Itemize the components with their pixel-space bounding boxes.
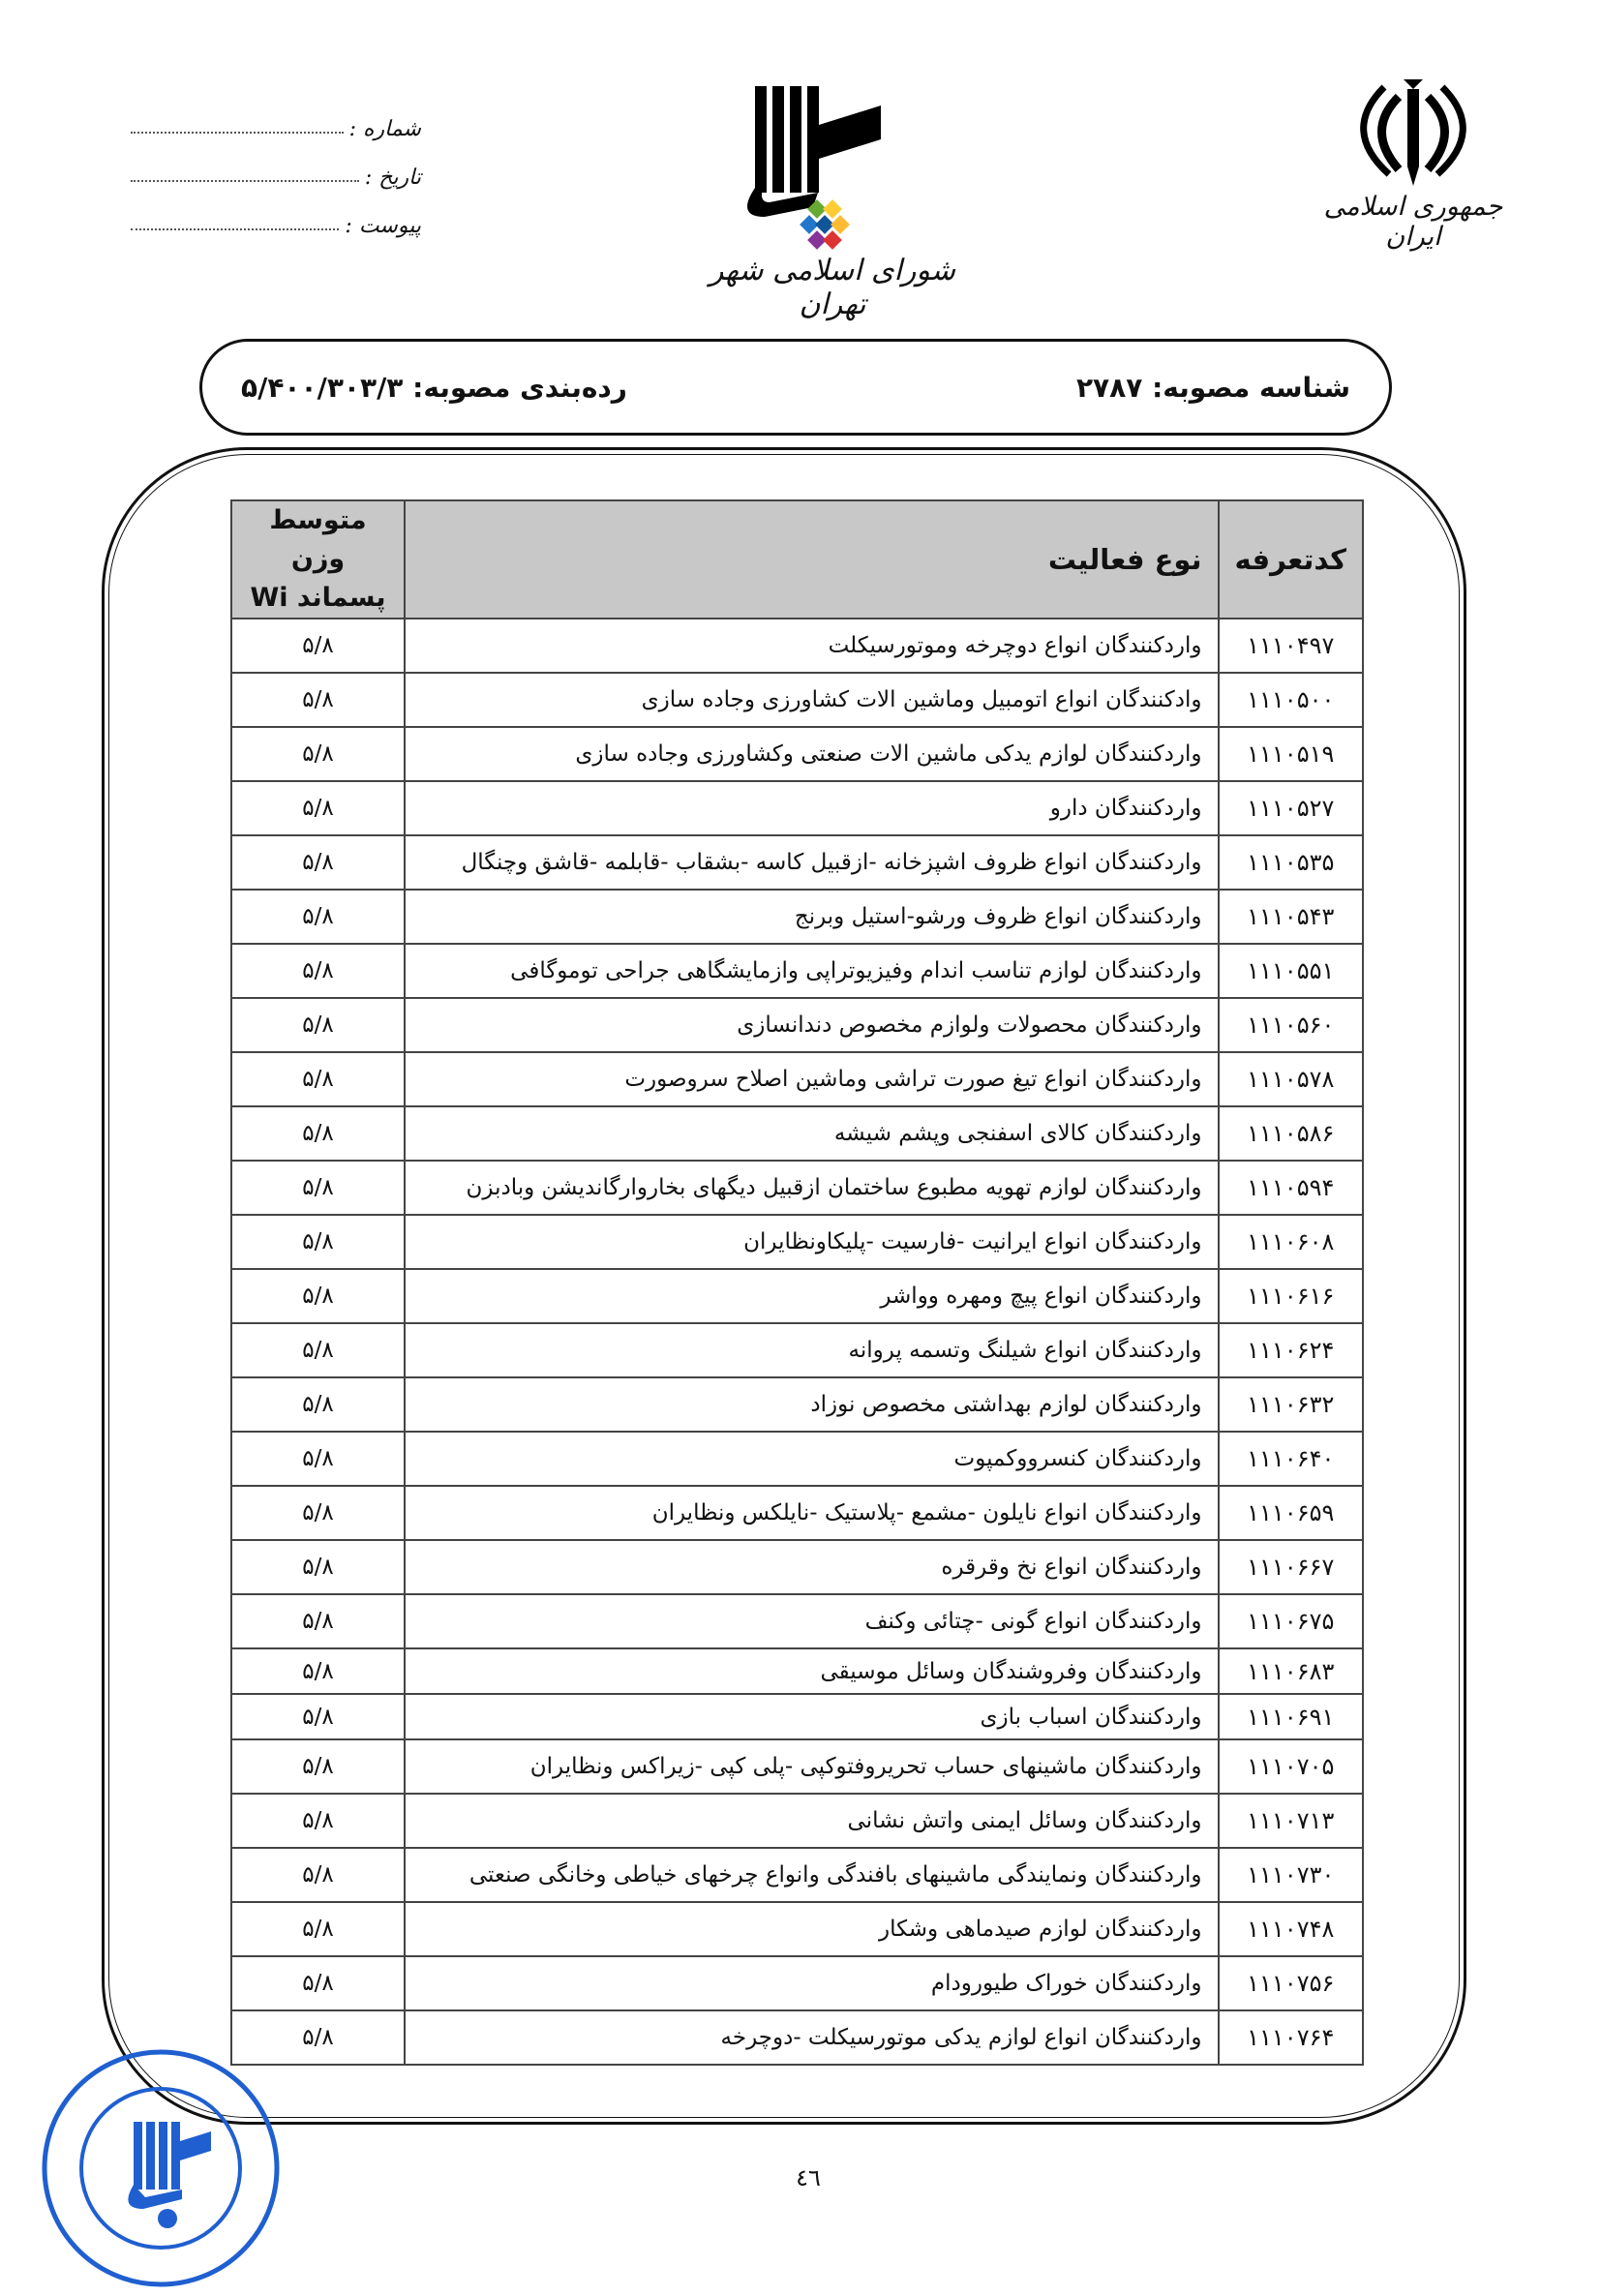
wi-cell: ۵/۸: [231, 1794, 405, 1848]
table-row: [231, 1956, 1363, 2010]
code-cell: ۱۱۱۰۵۰۰: [1219, 673, 1364, 727]
table-row: [231, 1323, 1363, 1377]
tariff-table: [230, 499, 1364, 2066]
activity-cell: واردکنندگان انواع ایرانیت -فارسیت -پلیکاونظایران: [405, 1215, 1219, 1269]
activity-cell: واردکنندگان انواع نخ وقرقره: [405, 1540, 1219, 1594]
date-label: تاریخ :: [364, 166, 421, 190]
activity-cell: واردکنندگان محصولات ولوازم مخصوص دندانسازی: [405, 998, 1219, 1052]
date-field: [131, 141, 421, 190]
table-row: [231, 1594, 1363, 1648]
code-cell: ۱۱۱۰۷۱۳: [1219, 1794, 1364, 1848]
activity-cell: واردکنندگان لوازم تهویه مطبوع ساختمان ازقبیل دیگهای بخاروارگاندیشن وبادبزن: [405, 1161, 1219, 1215]
wi-cell: ۵/۸: [231, 673, 405, 727]
wi-cell: ۵/۸: [231, 1161, 405, 1215]
wi-cell: ۵/۸: [231, 1848, 405, 1902]
council-logo-text: شورای اسلامی شهر تهران: [710, 254, 955, 321]
code-cell: ۱۱۱۰۵۳۵: [1219, 835, 1364, 890]
wi-cell: ۵/۸: [231, 781, 405, 835]
code-cell: ۱۱۱۰۵۱۹: [1219, 727, 1364, 781]
table-row: [231, 1052, 1363, 1106]
wi-cell: ۵/۸: [231, 727, 405, 781]
code-cell: ۱۱۱۰۷۴۸: [1219, 1902, 1364, 1956]
code-cell: ۱۱۱۰۵۵۱: [1219, 944, 1364, 998]
activity-cell: واردکنندگان خوراک طیورودام: [405, 1956, 1219, 2010]
table-row: [231, 998, 1363, 1052]
table-row: [231, 1377, 1363, 1432]
code-cell: ۱۱۱۰۷۵۶: [1219, 1956, 1364, 2010]
activity-cell: واردکنندگان ونمایندگی ماشینهای بافندگی وانواع چرخهای خیاطی وخانگی صنعتی: [405, 1848, 1219, 1902]
code-cell: ۱۱۱۰۵۲۷: [1219, 781, 1364, 835]
table-row: [231, 944, 1363, 998]
letter-fields: [131, 93, 421, 238]
wi-cell: ۵/۸: [231, 619, 405, 673]
activity-cell: واردکنندگان لوازم تناسب اندام وفیزیوتراپی وازمایشگاهی جراحی توموگافی: [405, 944, 1219, 998]
code-cell: ۱۱۱۰۵۶۰: [1219, 998, 1364, 1052]
wi-cell: ۵/۸: [231, 944, 405, 998]
wi-cell: ۵/۸: [231, 1694, 405, 1739]
wi-cell: ۵/۸: [231, 1648, 405, 1694]
wi-cell: ۵/۸: [231, 1377, 405, 1432]
code-cell: ۱۱۱۰۷۶۴: [1219, 2010, 1364, 2065]
table-row: [231, 890, 1363, 944]
emblem-text: جمهوری اسلامی ایران: [1323, 192, 1503, 252]
council-stamp: [37, 2044, 285, 2292]
code-cell: ۱۱۱۰۷۳۰: [1219, 1848, 1364, 1902]
table-body: [231, 619, 1363, 2065]
table-header-row: [231, 500, 1363, 619]
code-cell: ۱۱۱۰۶۸۳: [1219, 1648, 1364, 1694]
wi-cell: ۵/۸: [231, 1739, 405, 1794]
code-cell: ۱۱۱۰۶۷۵: [1219, 1594, 1364, 1648]
activity-cell: واردکنندگان وفروشندگان وسائل موسیقی: [405, 1648, 1219, 1694]
table-row: [231, 619, 1363, 673]
code-cell: ۱۱۱۰۶۱۶: [1219, 1269, 1364, 1323]
tehran-council-logo: [697, 81, 968, 321]
wi-cell: ۵/۸: [231, 1215, 405, 1269]
table-row: [231, 1269, 1363, 1323]
activity-cell: وادکنندگان انواع اتومبیل وماشین الات کشاورزی وجاده سازی: [405, 673, 1219, 727]
wi-cell: ۵/۸: [231, 1323, 405, 1377]
code-cell: ۱۱۱۰۶۵۹: [1219, 1486, 1364, 1540]
wi-cell: ۵/۸: [231, 2010, 405, 2065]
resolution-classification: رده‌بندی مصوبه: ۵/۴۰۰/۳۰۳/۳: [241, 371, 627, 404]
attachment-label: پیوست :: [345, 214, 421, 238]
header-code: کدتعرفه: [1219, 500, 1364, 619]
table-row: [231, 727, 1363, 781]
table-row: [231, 1694, 1363, 1739]
page-number: ٤٦: [796, 2164, 821, 2191]
activity-cell: واردکنندگان انواع ظروف ورشو-استیل وبرنج: [405, 890, 1219, 944]
activity-cell: واردکنندگان انواع دوچرخه وموتورسیکلت: [405, 619, 1219, 673]
table-row: [231, 1902, 1363, 1956]
code-cell: ۱۱۱۰۶۶۷: [1219, 1540, 1364, 1594]
code-cell: ۱۱۱۰۵۹۴: [1219, 1161, 1364, 1215]
code-cell: ۱۱۱۰۵۷۸: [1219, 1052, 1364, 1106]
code-cell: ۱۱۱۰۵۸۶: [1219, 1106, 1364, 1161]
table-row: [231, 835, 1363, 890]
code-cell: ۱۱۱۰۶۹۱: [1219, 1694, 1364, 1739]
table-row: [231, 1215, 1363, 1269]
iran-emblem-icon: [1307, 77, 1520, 189]
wi-cell: ۵/۸: [231, 835, 405, 890]
table-row: [231, 2010, 1363, 2065]
attachment-field: [131, 190, 421, 238]
activity-cell: واردکنندگان انواع تیغ صورت تراشی وماشین اصلاح سروصورت: [405, 1052, 1219, 1106]
activity-cell: واردکنندگان کنسرووکمپوت: [405, 1432, 1219, 1486]
activity-cell: واردکنندگان انواع ظروف اشپزخانه -ازقبیل کاسه -بشقاب -قابلمه -قاشق وچنگال: [405, 835, 1219, 890]
council-logo-icon: [697, 81, 968, 256]
resolution-id: شناسه مصوبه: ۲۷۸۷: [1075, 371, 1350, 404]
table-row: [231, 1848, 1363, 1902]
wi-cell: ۵/۸: [231, 1956, 405, 2010]
table-row: [231, 1106, 1363, 1161]
code-cell: ۱۱۱۰۶۴۰: [1219, 1432, 1364, 1486]
table-row: [231, 1486, 1363, 1540]
table-row: [231, 1432, 1363, 1486]
code-cell: ۱۱۱۰۷۰۵: [1219, 1739, 1364, 1794]
wi-cell: ۵/۸: [231, 998, 405, 1052]
activity-cell: واردکنندگان اسباب بازی: [405, 1694, 1219, 1739]
activity-cell: واردکنندگان ماشینهای حساب تحریروفتوکپی -پلی کپی -زیراکس ونظایران: [405, 1739, 1219, 1794]
resolution-info-box: [199, 339, 1392, 436]
activity-cell: واردکنندگان کالای اسفنجی وپشم شیشه: [405, 1106, 1219, 1161]
activity-cell: واردکنندگان انواع پیچ ومهره وواشر: [405, 1269, 1219, 1323]
wi-cell: ۵/۸: [231, 1269, 405, 1323]
code-cell: ۱۱۱۰۴۹۷: [1219, 619, 1364, 673]
wi-cell: ۵/۸: [231, 1902, 405, 1956]
table-row: [231, 781, 1363, 835]
number-field: [131, 93, 421, 141]
number-dots: [131, 131, 344, 134]
wi-cell: ۵/۸: [231, 1594, 405, 1648]
table-row: [231, 1540, 1363, 1594]
table-row: [231, 1161, 1363, 1215]
attachment-dots: [131, 227, 339, 230]
activity-cell: واردکنندگان لوازم یدکی ماشین الات صنعتی وکشاورزی وجاده سازی: [405, 727, 1219, 781]
activity-cell: واردکنندگان لوازم بهداشتی مخصوص نوزاد: [405, 1377, 1219, 1432]
table-row: [231, 1648, 1363, 1694]
code-cell: ۱۱۱۰۶۰۸: [1219, 1215, 1364, 1269]
code-cell: ۱۱۱۰۶۳۲: [1219, 1377, 1364, 1432]
activity-cell: واردکنندگان لوازم صیدماهی وشکار: [405, 1902, 1219, 1956]
activity-cell: واردکنندگان دارو: [405, 781, 1219, 835]
activity-cell: واردکنندگان وسائل ایمنی واتش نشانی: [405, 1794, 1219, 1848]
header-wi: متوسط وزن پسماند Wi: [231, 500, 405, 619]
activity-cell: واردکنندگان انواع لوازم یدکی موتورسیکلت -دوچرخه: [405, 2010, 1219, 2065]
date-dots: [131, 179, 359, 182]
wi-cell: ۵/۸: [231, 1052, 405, 1106]
wi-cell: ۵/۸: [231, 1432, 405, 1486]
iran-emblem: [1307, 77, 1520, 252]
table-row: [231, 673, 1363, 727]
wi-cell: ۵/۸: [231, 890, 405, 944]
activity-cell: واردکنندگان انواع نایلون -مشمع -پلاستیک -نایلکس ونظایران: [405, 1486, 1219, 1540]
number-label: شماره :: [348, 117, 421, 141]
wi-cell: ۵/۸: [231, 1106, 405, 1161]
code-cell: ۱۱۱۰۶۲۴: [1219, 1323, 1364, 1377]
wi-cell: ۵/۸: [231, 1486, 405, 1540]
table-row: [231, 1794, 1363, 1848]
wi-cell: ۵/۸: [231, 1540, 405, 1594]
activity-cell: واردکنندگان انواع شیلنگ وتسمه پروانه: [405, 1323, 1219, 1377]
header-activity: نوع فعالیت: [405, 500, 1219, 619]
code-cell: ۱۱۱۰۵۴۳: [1219, 890, 1364, 944]
activity-cell: واردکنندگان انواع گونی -چتائی وکنف: [405, 1594, 1219, 1648]
table-row: [231, 1739, 1363, 1794]
stamp-icon: [37, 2044, 285, 2292]
